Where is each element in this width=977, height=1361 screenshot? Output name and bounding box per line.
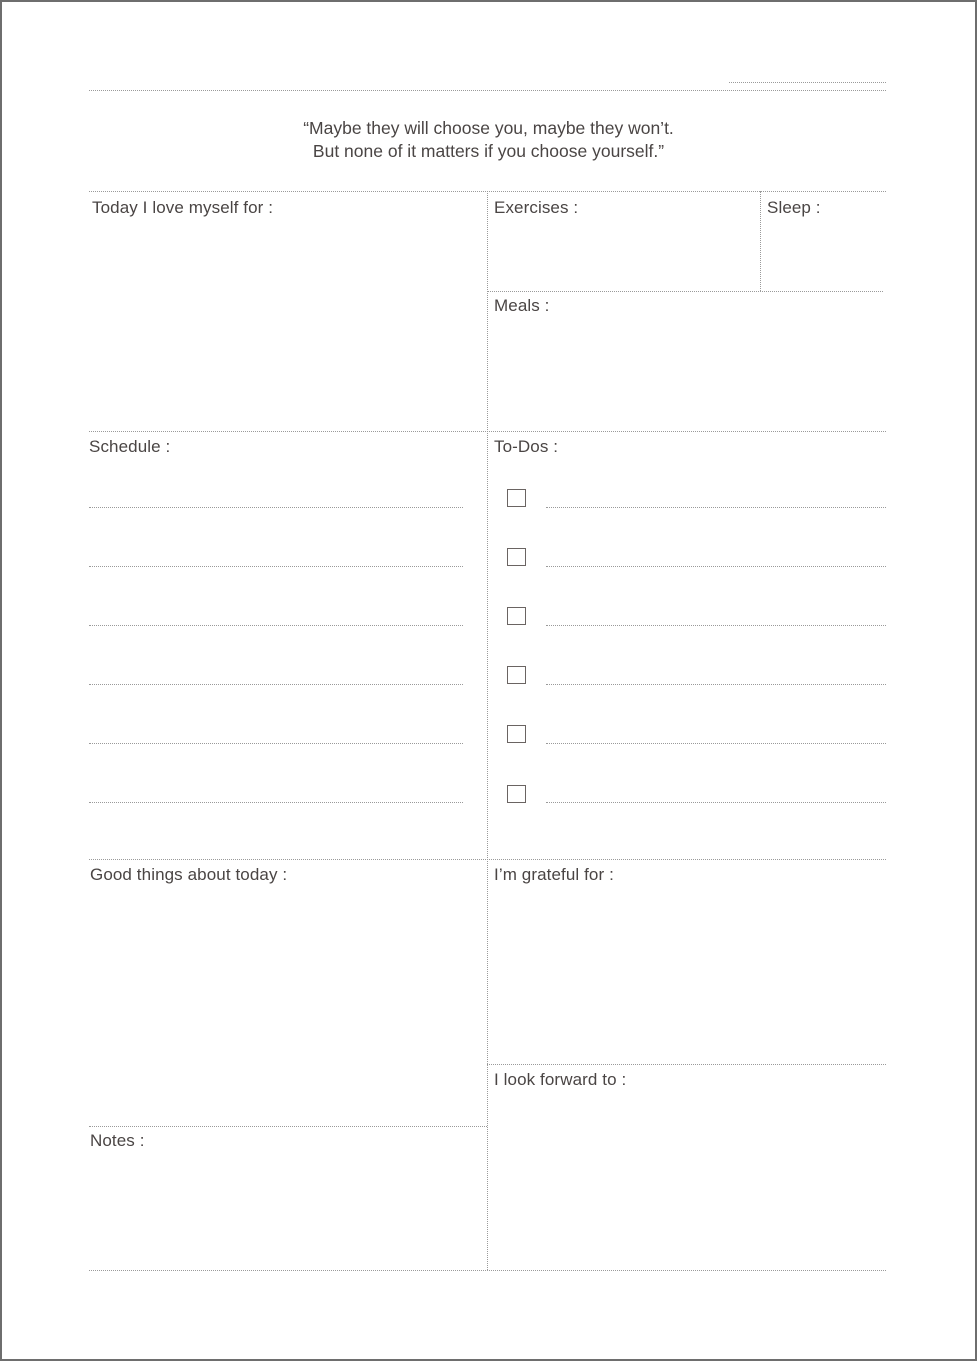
todo-line[interactable]	[546, 566, 886, 567]
section-exercises-label: Exercises :	[494, 198, 579, 217]
todo-line[interactable]	[546, 684, 886, 685]
schedule-top-rule	[89, 431, 886, 432]
grateful-forward-rule	[487, 1064, 886, 1065]
schedule-line[interactable]	[89, 684, 463, 685]
exercises-write-area[interactable]	[489, 222, 758, 290]
todo-line[interactable]	[546, 625, 886, 626]
section-meals-label: Meals :	[494, 296, 550, 315]
todo-checkbox[interactable]	[507, 548, 526, 566]
grid-bottom-rule	[89, 1270, 886, 1271]
notes-top-rule	[89, 1126, 487, 1127]
meals-write-area[interactable]	[489, 320, 885, 430]
schedule-line[interactable]	[89, 507, 463, 508]
todo-checkbox[interactable]	[507, 489, 526, 507]
todo-checkbox[interactable]	[507, 725, 526, 743]
love-write-area[interactable]	[89, 222, 485, 430]
section-schedule-label: Schedule :	[89, 437, 171, 456]
todo-checkbox[interactable]	[507, 607, 526, 625]
todo-line[interactable]	[546, 743, 886, 744]
header-rule	[89, 90, 886, 91]
schedule-line[interactable]	[89, 743, 463, 744]
grateful-write-area[interactable]	[489, 890, 885, 1062]
section-look-forward-label: I look forward to :	[494, 1070, 627, 1089]
todo-line[interactable]	[546, 802, 886, 803]
reflection-top-rule	[89, 859, 886, 860]
section-good-things-label: Good things about today :	[90, 865, 288, 884]
todo-checkbox[interactable]	[507, 666, 526, 684]
main-column-divider	[487, 191, 488, 1270]
exercise-meals-rule	[487, 291, 883, 292]
section-sleep-label: Sleep :	[767, 198, 821, 217]
look-forward-write-area[interactable]	[489, 1095, 885, 1268]
section-todos-label: To-Dos :	[494, 437, 559, 456]
good-things-write-area[interactable]	[89, 890, 485, 1124]
sleep-write-area[interactable]	[762, 222, 884, 290]
schedule-line[interactable]	[89, 625, 463, 626]
schedule-line[interactable]	[89, 566, 463, 567]
todo-line[interactable]	[546, 507, 886, 508]
quote-line-1: “Maybe they will choose you, maybe they won’t.	[303, 118, 674, 138]
section-grateful-label: I’m grateful for :	[494, 865, 614, 884]
section-love-label: Today I love myself for :	[92, 198, 274, 217]
section-notes-label: Notes :	[90, 1131, 145, 1150]
quote-line-2: But none of it matters if you choose yourself.”	[312, 141, 665, 161]
date-field-line[interactable]	[729, 82, 886, 83]
notes-write-area[interactable]	[89, 1156, 485, 1268]
schedule-line[interactable]	[89, 802, 463, 803]
exercise-sleep-divider	[760, 191, 761, 291]
todo-checkbox[interactable]	[507, 785, 526, 803]
